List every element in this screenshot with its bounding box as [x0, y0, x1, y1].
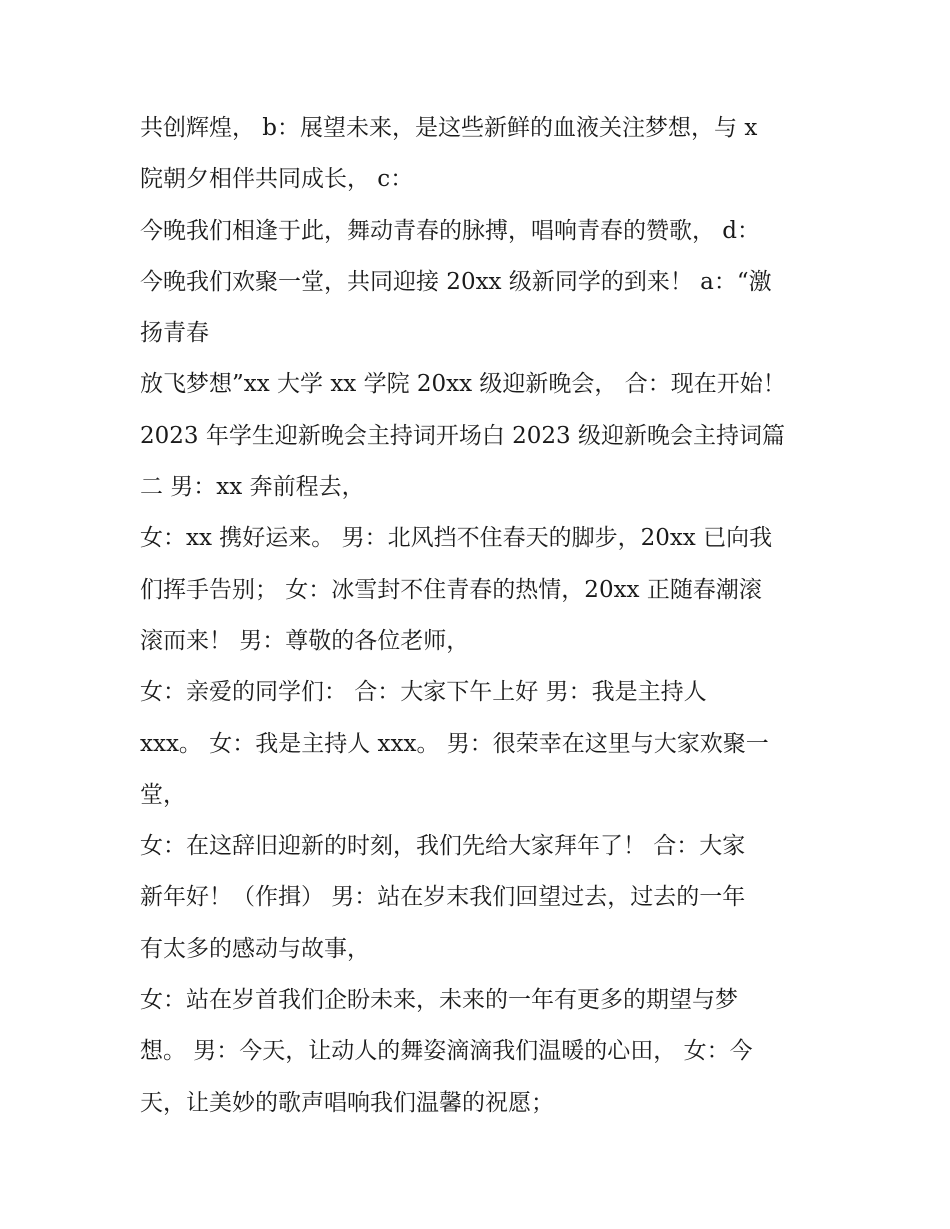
- text-line: 女：亲爱的同学们： 合：大家下午上好 男：我是主持人: [140, 679, 707, 706]
- text-line: 们挥手告别； 女：冰雪封不住青春的热情，20xx 正随春潮滚: [140, 576, 762, 603]
- text-line: 想。 男：今天，让动人的舞姿滴滴我们温暖的心田， 女：今: [140, 1038, 753, 1065]
- text-line: 共创辉煌， b：展望未来，是这些新鲜的血液关注梦想，与 x: [140, 115, 758, 141]
- text-line: 今晚我们欢聚一堂，共同迎接 20xx 级新同学的到来！ a：“激: [140, 268, 772, 295]
- text-line: 二 男：xx 奔前程去，: [140, 474, 365, 501]
- text-line: 新年好！（作揖） 男：站在岁末我们回望过去，过去的一年: [140, 884, 746, 911]
- text-line: 2023 年学生迎新晚会主持词开场白 2023 级迎新晚会主持词篇: [140, 422, 785, 449]
- text-line: 放飞梦想”xx 大学 xx 学院 20xx 级迎新晚会， 合：现在开始！: [140, 371, 786, 398]
- text-line: xxx。 女：我是主持人 xxx。 男：很荣幸在这里与大家欢聚一: [140, 730, 769, 757]
- text-line: 滚而来！ 男：尊敬的各位老师，: [140, 627, 470, 654]
- text-line: 女：站在岁首我们企盼未来，未来的一年有更多的期望与梦: [140, 987, 738, 1014]
- text-line: 有太多的感动与故事，: [140, 935, 370, 962]
- text-line: 天，让美妙的歌声唱响我们温馨的祝愿；: [140, 1089, 554, 1116]
- text-line: 堂，: [140, 781, 186, 808]
- text-line: 扬青春: [140, 320, 209, 347]
- text-line: 院朝夕相伴共同成长， c：: [140, 166, 414, 193]
- document-body: [140, 103, 810, 1129]
- text-line: 今晚我们相逢于此，舞动青春的脉搏，唱响青春的赞歌， d：: [140, 217, 761, 244]
- text-line: 女：xx 携好运来。 男：北风挡不住春天的脚步，20xx 已向我: [140, 525, 773, 552]
- text-line: 女：在这辞旧迎新的时刻，我们先给大家拜年了！ 合：大家: [140, 833, 746, 860]
